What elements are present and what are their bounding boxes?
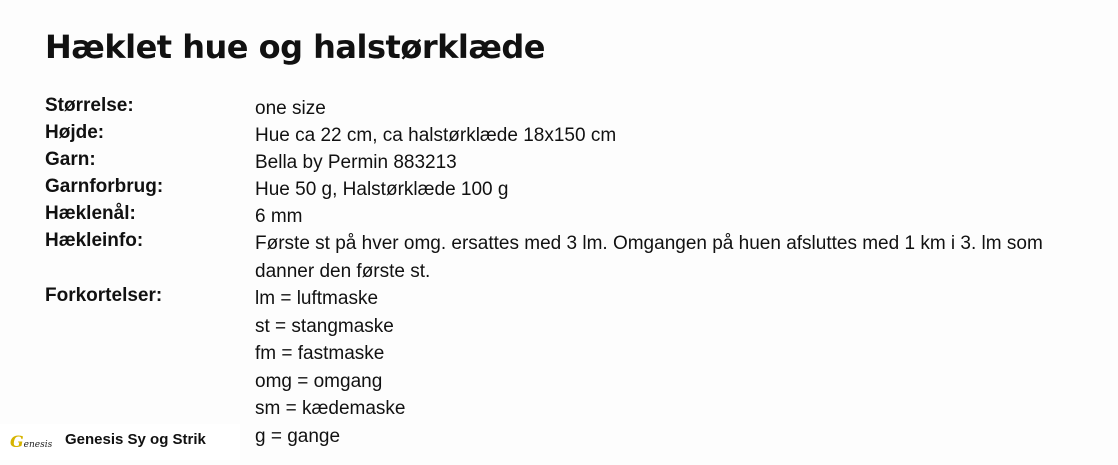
- spec-label: Garn:: [45, 149, 96, 170]
- abbreviation-item: g = gange: [255, 425, 341, 447]
- spec-value: Hue 50 g, Halstørklæde 100 g: [255, 179, 509, 200]
- abbreviation-item: fm = fastmaske: [255, 343, 385, 364]
- abbreviation-item: sm = kædemaske: [255, 398, 406, 419]
- brand-name: Genesis Sy og Strik: [65, 431, 206, 448]
- spec-label: Højde:: [45, 122, 105, 143]
- abbreviation-item: lm = luftmaske: [255, 288, 379, 309]
- genesis-logo: Genesis: [10, 432, 53, 451]
- spec-label: Hækleinfo:: [45, 230, 144, 251]
- abbreviation-item: omg = omgang: [255, 370, 383, 392]
- spec-value: Første st på hver omg. ersattes med 3 lm. Omgangen på huen afsluttes med 1 km i 3. lm som danner den første st.: [255, 233, 1043, 282]
- spec-value: one size: [255, 98, 326, 119]
- spec-value: Bella by Permin 883213: [255, 152, 457, 173]
- footer-brand: [0, 424, 240, 460]
- spec-label: Størrelse:: [45, 95, 134, 116]
- abbreviations-label: Forkortelser:: [45, 285, 163, 306]
- page-title: Hæklet hue og halstørklæde: [45, 28, 545, 66]
- abbreviations-list: [255, 285, 1105, 450]
- abbreviation-item: st = stangmaske: [255, 315, 394, 337]
- spec-value: Hue ca 22 cm, ca halstørklæde 18x150 cm: [255, 125, 617, 146]
- spec-value: 6 mm: [255, 206, 303, 227]
- spec-label: Hæklenål:: [45, 203, 136, 224]
- spec-label: Garnforbrug:: [45, 176, 164, 197]
